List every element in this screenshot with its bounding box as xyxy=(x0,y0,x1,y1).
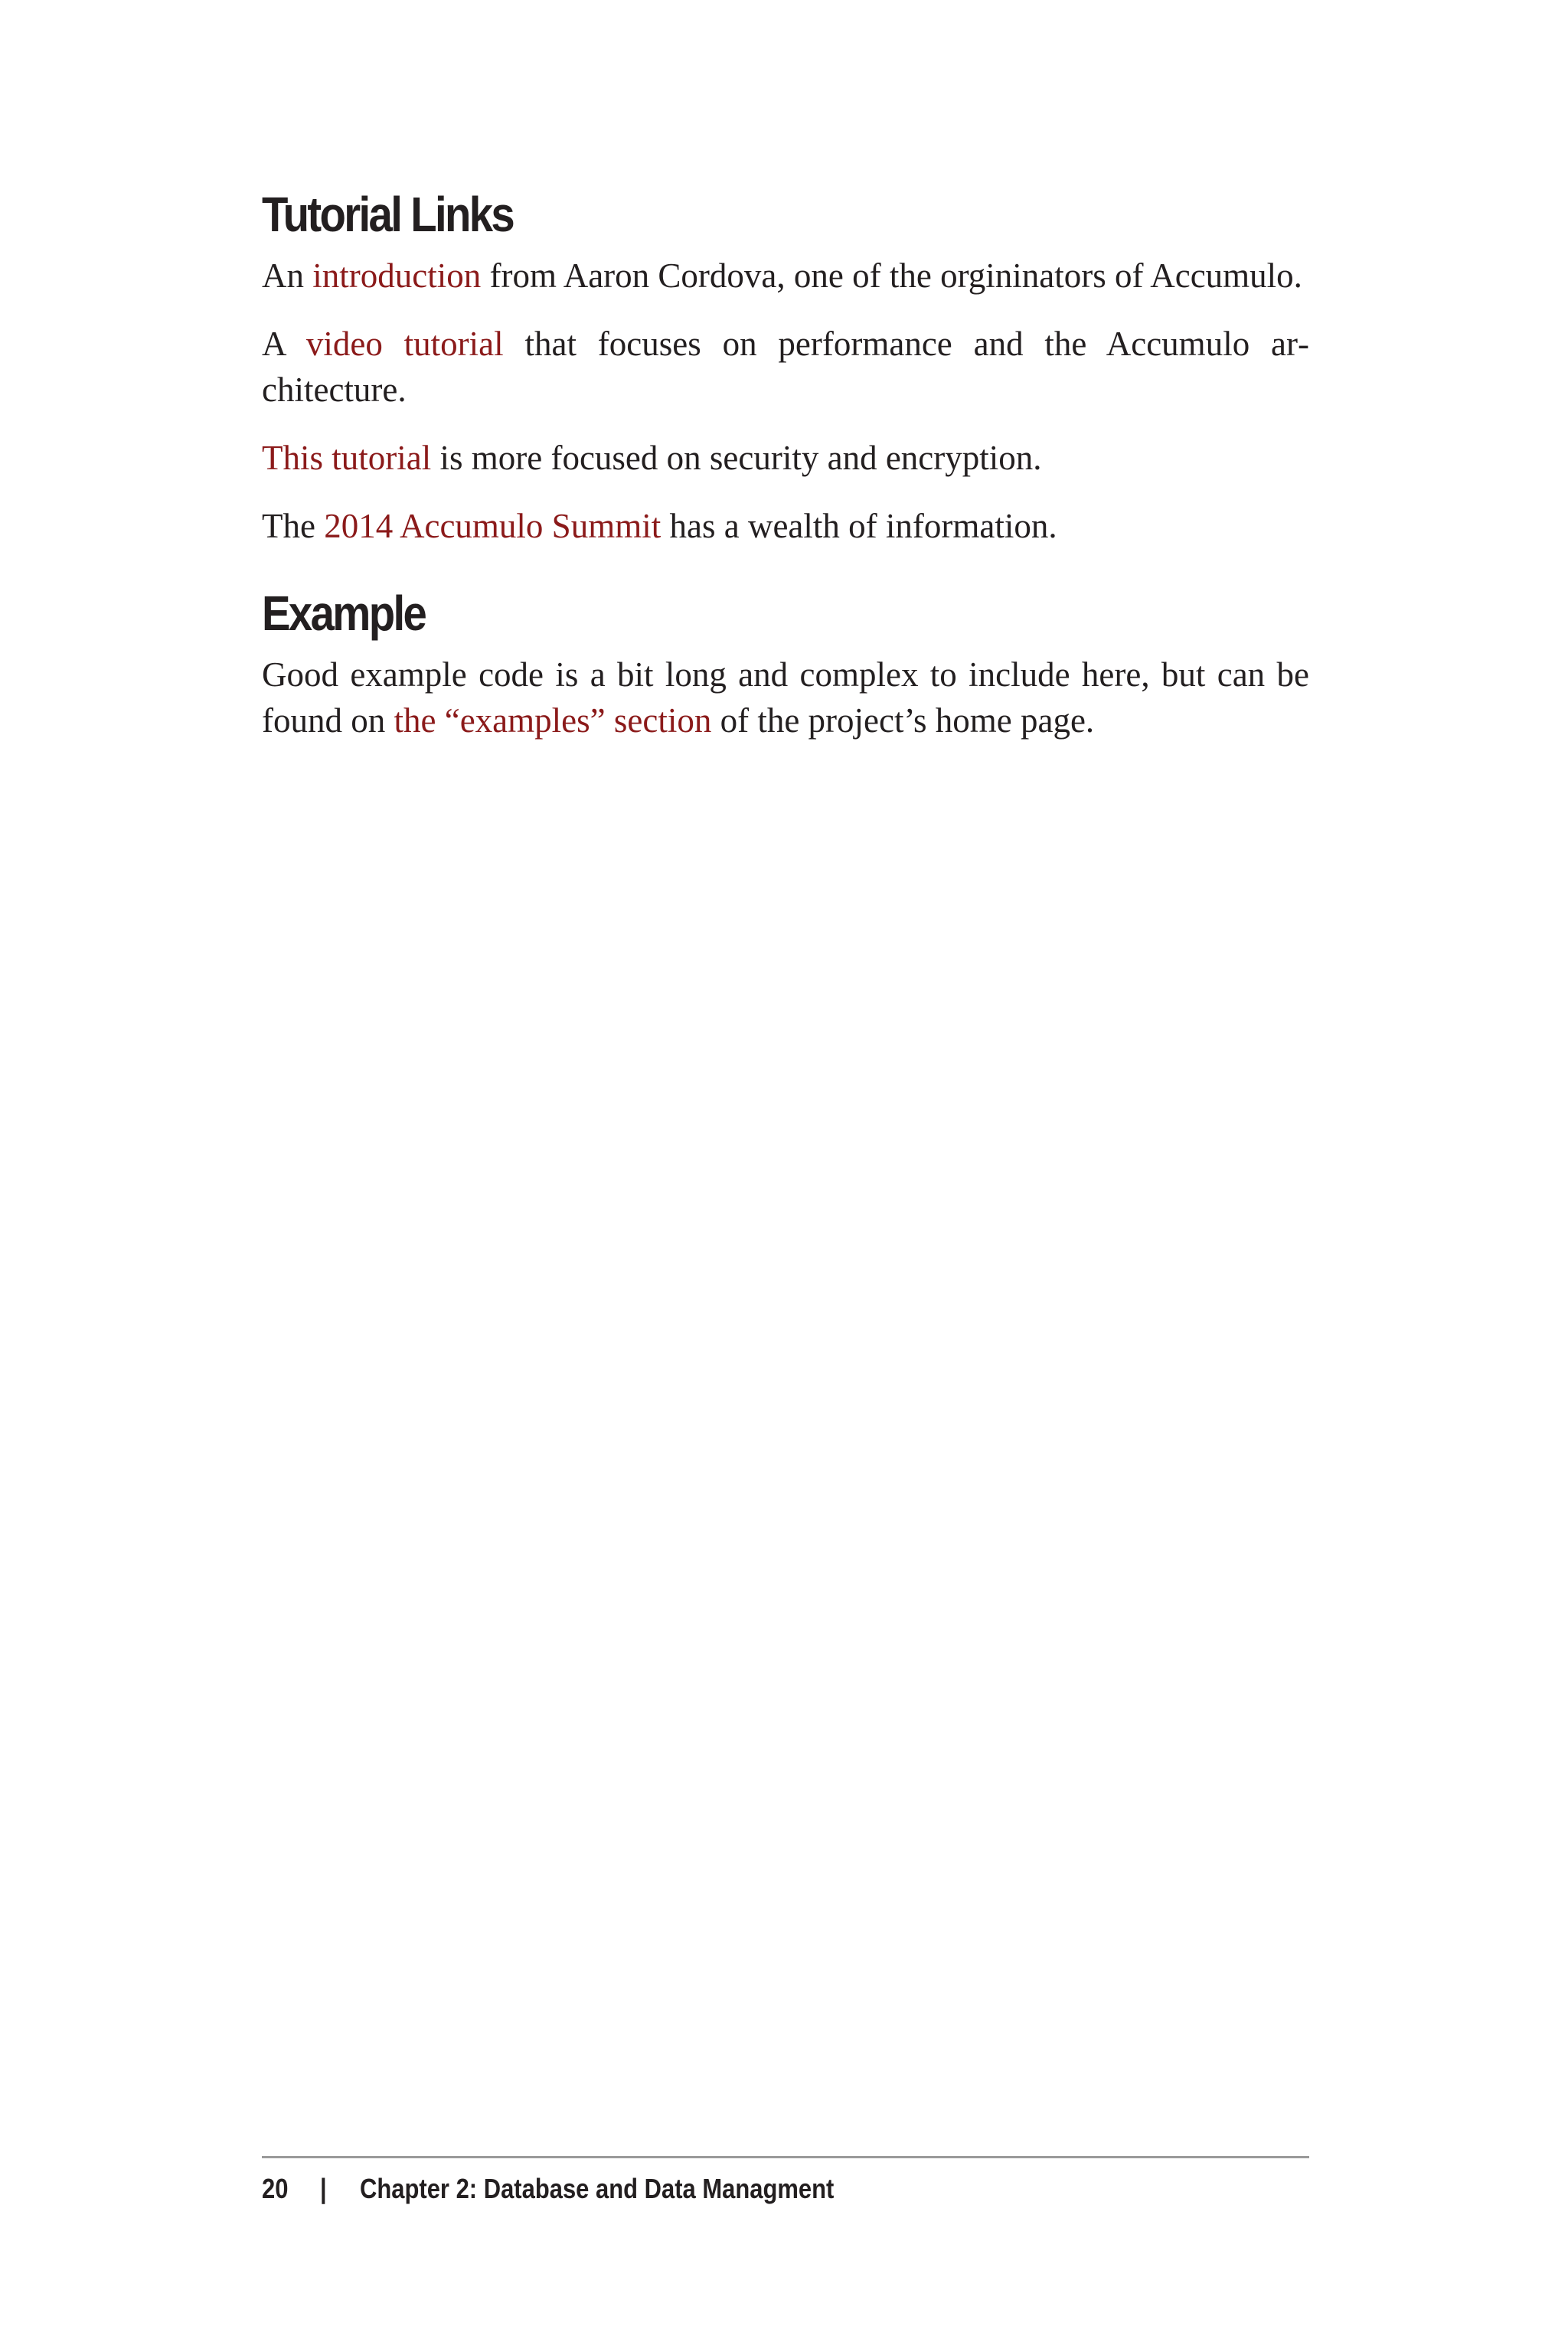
paragraph-text: The xyxy=(262,507,325,545)
paragraph-text: has a wealth of information. xyxy=(661,507,1057,545)
paragraph-introduction xyxy=(262,253,1309,299)
page-footer xyxy=(262,2170,1309,2208)
paragraph-video-tutorial xyxy=(262,321,1309,413)
footer-separator: | xyxy=(320,2173,327,2204)
page-number: 20 xyxy=(262,2173,289,2204)
link-this-tutorial[interactable]: This tutorial xyxy=(262,439,432,477)
paragraph-text: An xyxy=(262,256,313,295)
paragraph-text: that focuses on performance and the Accumulo architecture. xyxy=(262,325,1309,409)
link-introduction[interactable]: introduction xyxy=(312,256,482,295)
chapter-title: Chapter 2: Database and Data Managment xyxy=(360,2173,835,2204)
paragraph-text: is more focused on security and encryption. xyxy=(431,439,1042,477)
page-content xyxy=(262,182,1309,766)
paragraph-this-tutorial xyxy=(262,435,1309,481)
heading-tutorial-links: Tutorial Links xyxy=(262,187,514,242)
link-video-tutorial[interactable]: video tutorial xyxy=(305,325,504,363)
heading-example: Example xyxy=(262,586,426,641)
paragraph-text: A xyxy=(262,325,306,363)
paragraph-text: Good example code is a bit long and complex to include here, but can be found on xyxy=(262,655,1309,740)
footer-divider xyxy=(262,2156,1309,2158)
paragraph-text: from Aaron Cordova, one of the orgininators of Accumulo. xyxy=(481,256,1302,295)
paragraph-text: of the project’s home page. xyxy=(711,701,1095,740)
paragraph-accumulo-summit xyxy=(262,503,1309,549)
link-accumulo-summit[interactable]: 2014 Accumulo Summit xyxy=(324,507,662,545)
link-examples-section[interactable]: the “examples” section xyxy=(394,701,712,740)
paragraph-example xyxy=(262,652,1309,743)
